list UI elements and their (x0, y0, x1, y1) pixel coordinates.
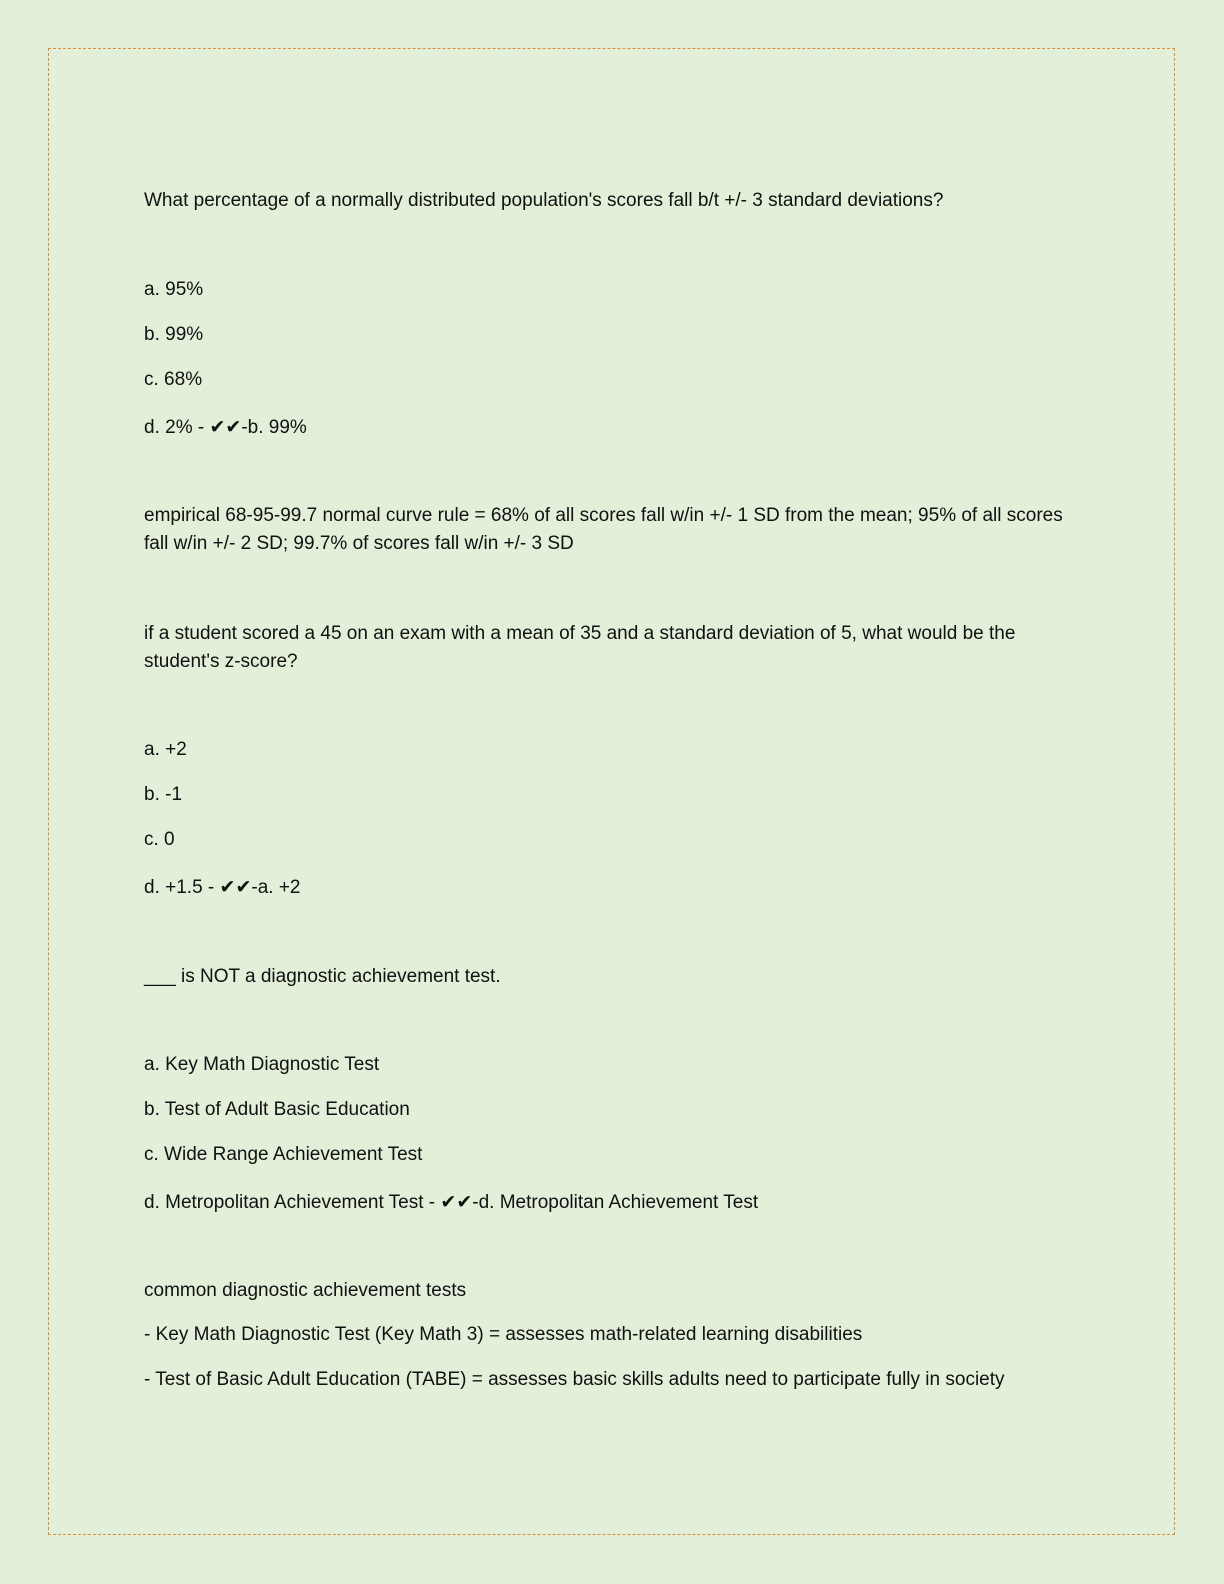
q1-option-b: b. 99% (144, 324, 204, 345)
q3-note-2: - Test of Basic Adult Education (TABE) = assesses basic skills adults need to participate fully in society (144, 1369, 1005, 1390)
checkmark-icon: ✔✔ (209, 416, 242, 438)
q1-option-d-line (144, 413, 307, 442)
q2-question: if a student scored a 45 on an exam with a mean of 35 and a standard deviation of 5, what would be the student's z-score? (144, 623, 1016, 672)
q3-option-a: a. Key Math Diagnostic Test (144, 1054, 380, 1075)
q3-option-b: b. Test of Adult Basic Education (144, 1099, 410, 1120)
q3-notes-title: common diagnostic achievement tests (144, 1280, 467, 1301)
q3-note-1: - Key Math Diagnostic Test (Key Math 3) = assesses math-related learning disabilities (144, 1324, 863, 1345)
checkmark-icon: ✔✔ (219, 876, 252, 898)
q3-option-d-line (144, 1188, 758, 1217)
q2-answer: -a. +2 (251, 877, 301, 898)
q2-option-a: a. +2 (144, 739, 187, 760)
q2-option-d: d. +1.5 - (144, 877, 220, 898)
q2-option-d-line (144, 873, 301, 902)
q1-answer: -b. 99% (241, 417, 307, 438)
q2-option-b: b. -1 (144, 784, 183, 805)
q2-option-c: c. 0 (144, 829, 175, 850)
q1-option-c: c. 68% (144, 369, 203, 390)
checkmark-icon: ✔✔ (440, 1191, 473, 1213)
q3-option-d: d. Metropolitan Achievement Test - (144, 1192, 441, 1213)
q1-explanation: empirical 68-95-99.7 normal curve rule = 68% of all scores fall w/in +/- 1 SD from the mean; 95% of all scores fall w/in +/- 2 SD; 99.7% of scores fall w/in +/- 3 SD (144, 505, 1063, 554)
q1-option-d: d. 2% - (144, 417, 210, 438)
q3-option-c: c. Wide Range Achievement Test (144, 1144, 423, 1165)
q3-answer: -d. Metropolitan Achievement Test (472, 1192, 759, 1213)
page-border (48, 48, 1175, 1535)
q1-option-a: a. 95% (144, 279, 204, 300)
q1-question: What percentage of a normally distributed population's scores fall b/t +/- 3 standard deviations? (144, 190, 944, 211)
q3-question: ___ is NOT a diagnostic achievement test. (144, 966, 501, 987)
